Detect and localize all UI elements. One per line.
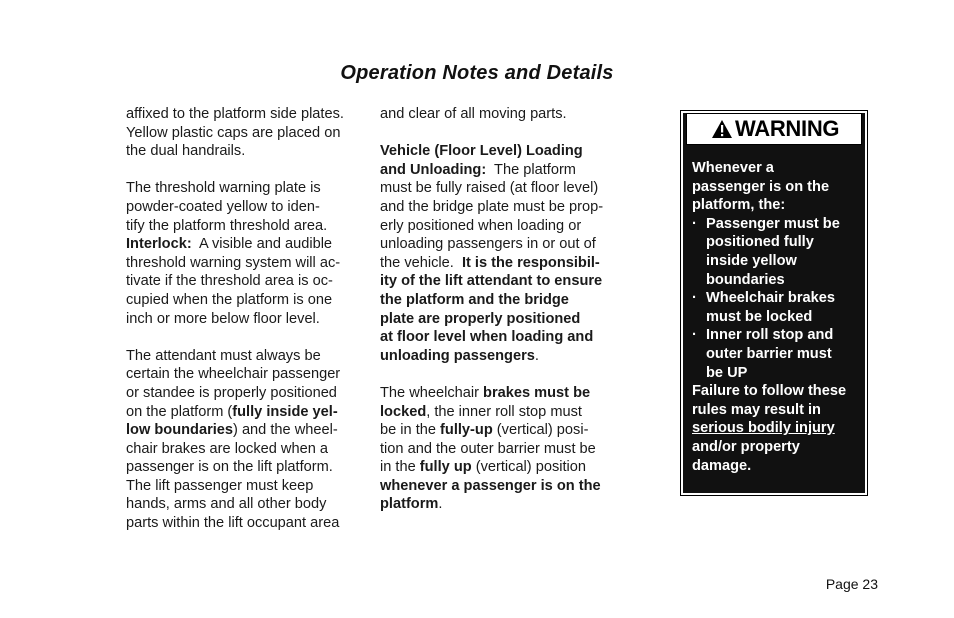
warning-line: platform, the: xyxy=(692,197,786,214)
text-line: powder-coated yellow to iden- xyxy=(126,198,320,215)
text-line xyxy=(380,161,625,180)
bullet-icon: · xyxy=(692,215,697,232)
text-line: hands, arms and all other body xyxy=(126,496,327,513)
warning-line: boundaries xyxy=(706,271,785,288)
warning-line: and/or property xyxy=(692,438,800,455)
warning-line: damage. xyxy=(692,457,752,474)
warning-line: must be locked xyxy=(706,308,813,325)
text-span: be in the xyxy=(380,422,441,439)
warning-line: Inner roll stop and xyxy=(706,327,834,344)
text-span: in the xyxy=(380,459,420,476)
text-line xyxy=(126,235,366,254)
text-line xyxy=(380,421,625,440)
bold-span: Vehicle (Floor Level) Loading xyxy=(380,143,583,160)
bold-span: fully up xyxy=(419,459,472,476)
text-line: unloading passengers in or out of xyxy=(380,236,596,253)
text-line: erly positioned when loading or xyxy=(380,217,582,234)
warning-line: Whenever a xyxy=(692,160,774,176)
warning-bullet xyxy=(692,326,862,382)
text-span: . xyxy=(438,496,443,513)
text-line: tion and the outer barrier must be xyxy=(380,440,596,457)
text-line xyxy=(126,403,366,422)
text-line: passenger is on the lift platform. xyxy=(126,459,333,476)
text-line xyxy=(380,403,625,422)
text-line: Yellow plastic caps are placed on xyxy=(126,124,341,141)
bold-span: at floor level when loading and xyxy=(380,329,594,346)
warning-line: Wheelchair brakes xyxy=(706,290,835,307)
page-number: Page 23 xyxy=(825,576,878,592)
text-line xyxy=(380,347,625,366)
text-line: tivate if the threshold area is oc- xyxy=(126,273,333,290)
bold-span: whenever a passenger is on the xyxy=(380,477,601,494)
warning-header xyxy=(686,113,862,145)
bold-span: plate are properly positioned xyxy=(380,310,581,327)
text-line xyxy=(380,310,625,329)
text-line: parts within the lift occupant area xyxy=(126,515,340,532)
text-line: The threshold warning plate is xyxy=(126,180,321,197)
bold-span: It is the responsibil- xyxy=(461,254,600,271)
interlock-heading: Interlock: xyxy=(126,236,192,253)
text-line xyxy=(380,328,625,347)
text-span: , the inner roll stop must xyxy=(426,403,582,420)
text-line: inch or more below floor level. xyxy=(126,310,320,327)
bold-span: fully inside yel- xyxy=(232,403,338,420)
text-line xyxy=(126,421,366,440)
text-line: or standee is properly positioned xyxy=(126,384,337,401)
text-column-middle xyxy=(380,105,625,514)
bold-span: ity of the lift attendant to ensure xyxy=(380,273,603,290)
bold-span: fully-up xyxy=(440,422,493,439)
underlined-text: serious bodily injury xyxy=(692,420,835,437)
text-span: . xyxy=(534,347,539,364)
text-line: The lift passenger must keep xyxy=(126,477,314,494)
warning-line: inside yellow xyxy=(706,252,797,269)
text-span: the vehicle. xyxy=(380,254,462,271)
text-line xyxy=(380,291,625,310)
text-line xyxy=(380,458,625,477)
bullet-icon: · xyxy=(692,290,697,307)
text-column-left xyxy=(126,105,366,533)
bold-span: platform xyxy=(380,496,439,513)
bold-span: the platform and the bridge xyxy=(380,291,569,308)
text-span: The wheelchair xyxy=(380,384,484,401)
warning-line xyxy=(692,419,862,438)
warning-bullet xyxy=(692,215,862,289)
text-line xyxy=(380,254,625,273)
warning-bullet xyxy=(692,289,862,326)
text-line: tify the platform threshold area. xyxy=(126,217,328,234)
text-span: ) and the wheel- xyxy=(233,422,338,439)
text-span: The platform xyxy=(486,161,576,178)
text-span: (vertical) position xyxy=(471,459,587,476)
text-line xyxy=(380,272,625,291)
bold-span: low boundaries xyxy=(126,422,234,439)
warning-label: WARNING xyxy=(735,116,840,141)
text-line: and the bridge plate must be prop- xyxy=(380,198,604,215)
text-line xyxy=(380,477,625,496)
text-span: on the platform ( xyxy=(126,403,233,420)
warning-line: rules may result in xyxy=(692,401,821,418)
text-line: chair brakes are locked when a xyxy=(126,440,328,457)
warning-line: Failure to follow these xyxy=(692,383,847,400)
warning-text xyxy=(692,159,862,475)
text-line: threshold warning system will ac- xyxy=(126,254,341,271)
text-span: A visible and audible xyxy=(191,236,333,253)
bold-span: unloading passengers xyxy=(380,347,535,364)
text-line: must be fully raised (at floor level) xyxy=(380,180,599,197)
text-line xyxy=(380,384,625,403)
text-line: affixed to the platform side plates. xyxy=(126,106,344,122)
warning-triangle-icon xyxy=(711,119,733,139)
text-line: certain the wheelchair passenger xyxy=(126,366,341,383)
bold-span: and Unloading: xyxy=(380,161,487,178)
warning-line: be UP xyxy=(706,364,748,381)
warning-line: passenger is on the xyxy=(692,178,830,195)
text-line xyxy=(380,495,625,514)
text-span: (vertical) posi- xyxy=(492,422,589,439)
text-line: The attendant must always be xyxy=(126,347,321,364)
text-line: the dual handrails. xyxy=(126,143,246,160)
warning-line: positioned fully xyxy=(706,234,814,251)
bullet-icon: · xyxy=(692,327,697,344)
page-title: Operation Notes and Details xyxy=(340,62,614,84)
bold-span: locked xyxy=(380,403,427,420)
text-line: cupied when the platform is one xyxy=(126,291,333,308)
text-line: and clear of all moving parts. xyxy=(380,106,567,122)
warning-line: outer barrier must xyxy=(706,345,832,362)
bold-span: brakes must be xyxy=(483,384,591,401)
warning-line: Passenger must be xyxy=(706,215,840,232)
section-heading xyxy=(380,142,625,161)
